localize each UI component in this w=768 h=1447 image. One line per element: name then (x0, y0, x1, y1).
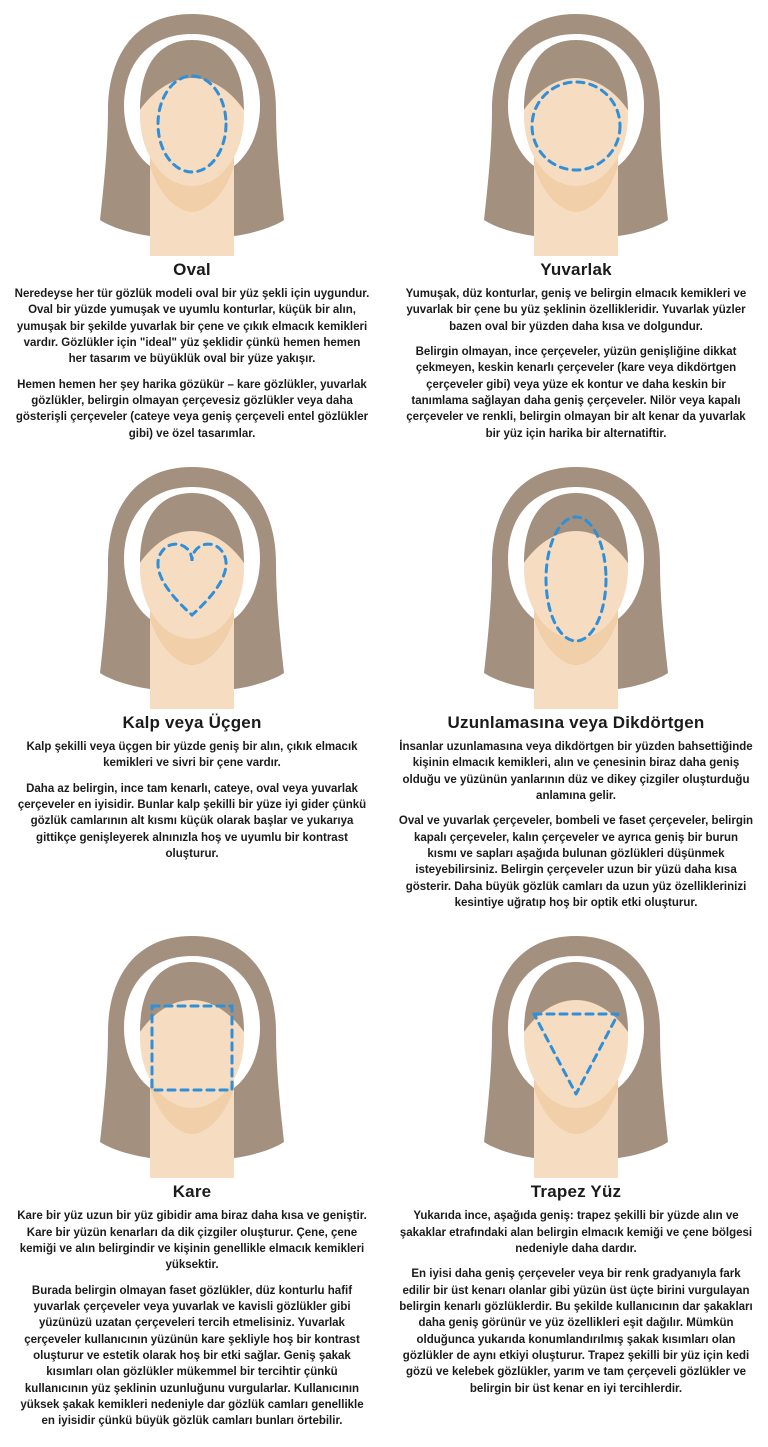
card-trapez (384, 928, 768, 1446)
illustration-uzunlamasina (384, 459, 768, 709)
card-oval (0, 6, 384, 459)
face-title: Uzunlamasına veya Dikdörtgen (447, 712, 705, 732)
face-description-2: En iyisi daha geniş çerçeveler veya bir renk gradyanıyla fark edilir bir üst kenarı olanlar gibi yüzün üst üçte birini vurgulayan belirgin kenarlı gözlüklerdir. Bu şekilde kullanıcının dar şakakları daha geniş görünür ve yüz özellikleri eşit dağılır. Mümkün olduğunca yukarıda konumlandırılmış şakak kısımları olan gözlükler de aynı etkiyi oluşturur. Trapez şekilli bir yüz için kedi gözü ve kelebek gözlükler, yarım ve tam çerçeveli gözlükler ve belirgin bir üst kenar en iyi tercihlerdir. (399, 1268, 753, 1395)
woman-face-triangle-svg (384, 928, 768, 1178)
face-title: Kalp veya Üçgen (122, 712, 262, 732)
face-description-1: Kalp şekilli veya üçgen bir yüzde geniş bir alın, çıkık elmacık kemikleri ve sivri bir çene vardır. (26, 740, 358, 770)
face-description-1: Neredeyse her tür gözlük modeli oval bir yüz şekli için uygundur. Oval bir yüzde yumuşak ve uyumlu konturlar, küçük bir alın, yumuşak bir şekilde yuvarlak bir çene ve çıkık elmacık kemikleri vardır. Gözlükler için "ideal" yüz şeklidir çünkü hemen hemen her tasarım ve büyüklük oval bir yüze yakışır. (14, 288, 370, 366)
woman-face-long-svg (384, 459, 768, 709)
face-description-2: Daha az belirgin, ince tam kenarlı, cateye, oval veya yuvarlak çerçeveler en iyisidir. Bunlar kalp şekilli bir yüze iyi gider çünkü gözlük camlarının alt kısmı küçük olarak başlar ve yukarıya gittikçe genişleyerek alnınızla hoş ve uyumlu bir kontrast oluşturur. (17, 782, 367, 860)
woman-face-oval-svg (0, 6, 384, 256)
woman-face-heart-svg (0, 459, 384, 709)
illustration-oval (0, 6, 384, 256)
face-shape-grid (0, 6, 768, 1447)
face-title: Kare (172, 1182, 212, 1202)
illustration-kalp (0, 459, 384, 709)
face-description-1: İnsanlar uzunlamasına veya dikdörtgen bir yüzden bahsettiğinde kişinin elmacık kemikleri, alın ve çenesinin biraz daha geniş olduğu ve yüzünün yanlarının düz ve dikey çizgiler oluşturduğu anlamına gelir. (399, 740, 753, 802)
face-description-1: Yumuşak, düz konturlar, geniş ve belirgin elmacık kemikleri ve yuvarlak bir çene bu yüz şeklinin özellikleridir. Yuvarlak yüzler bazen oval bir yüzden daha kısa ve dolgundur. (405, 288, 747, 333)
woman-face-square-svg (0, 928, 384, 1178)
illustration-yuvarlak (384, 6, 768, 256)
face-description-1: Yukarıda ince, aşağıda geniş: trapez şekilli bir yüzde alın ve şakaklar etrafındaki alan belirgin elmacık kemiği ve çene bölgesi nedeniyle daha dardır. (399, 1210, 753, 1255)
face-title: Trapez Yüz (530, 1182, 622, 1202)
card-kalp (0, 459, 384, 928)
face-title: Yuvarlak (540, 260, 612, 279)
face-description-2: Belirgin olmayan, ince çerçeveler, yüzün genişliğine dikkat çekmeyen, keskin kenarlı çerçeveler (kare veya dikdörtgen çerçeveler gibi) veya yüze ek kontur ve daha keskin bir tanımlama sağlayan daha geniş çerçeveler. Nilör veya kapalı çerçeveler ve renkli, belirgin olmayan bir alt kenar da yuvarlak bir yüz için harika bir alternatiftir. (406, 345, 746, 440)
illustration-kare (0, 928, 384, 1178)
woman-face-round-svg (384, 6, 768, 256)
face-description-2: Oval ve yuvarlak çerçeveler, bombeli ve faset çerçeveler, belirgin kapalı çerçeveler, kalın çerçeveler ve ayrıca geniş bir burun kısmı ve sapları aşağıda bulunan gözlükleri düşünmek isteyebilirsiniz. Belirgin çerçeveler uzun bir yüzü daha kısa gösterir. Daha büyük gözlük camları da uzun yüz özelliklerinizi kesintiye uğratıp hoş bir optik etki oluşturur. (398, 815, 754, 909)
illustration-trapez (384, 928, 768, 1178)
card-kare (0, 928, 384, 1446)
face-description-1: Kare bir yüz uzun bir yüz gibidir ama biraz daha kısa ve geniştir. Kare bir yüzün kenarları da dik çizgiler oluşturur. Çene, çene kemiği ve alın belirgindir ve kişinin genellikle elmacık kemikleri yüksektir. (17, 1210, 367, 1272)
face-description-2: Burada belirgin olmayan faset gözlükler, düz konturlu hafif yuvarlak çerçeveler veya yuvarlak ve kavisli gözlükler gibi yüzünüzü uzatan çerçeveleri tercih etmelisiniz. Yuvarlak çerçeveler kullanıcının yüzünün kare şekliyle hoş bir kontrast oluşturur ve estetik olarak hoş bir etki sağlar. Geniş şakak kısımları olan gözlükler mükemmel bir tercihtir çünkü kullanıcının yüz şeklinin uzunluğunu vurgularlar. Kullanıcının yüksek şakak kemikleri nedeniyle dar gözlük camları genellikle en iyisidir çünkü büyük gözlük camları bunları örtebilir. (20, 1284, 364, 1428)
card-uzunlamasina (384, 459, 768, 928)
card-yuvarlak (384, 6, 768, 459)
face-description-2: Hemen hemen her şey harika gözükür – kare gözlükler, yuvarlak gözlükler, belirgin olmayan çerçevesiz gözlükler veya daha gösterişli çerçeveler (cateye veya geniş çerçeveli entel gözlükler gibi) ve özel tasarımlar. (15, 378, 369, 440)
face-title: Oval (173, 260, 211, 279)
